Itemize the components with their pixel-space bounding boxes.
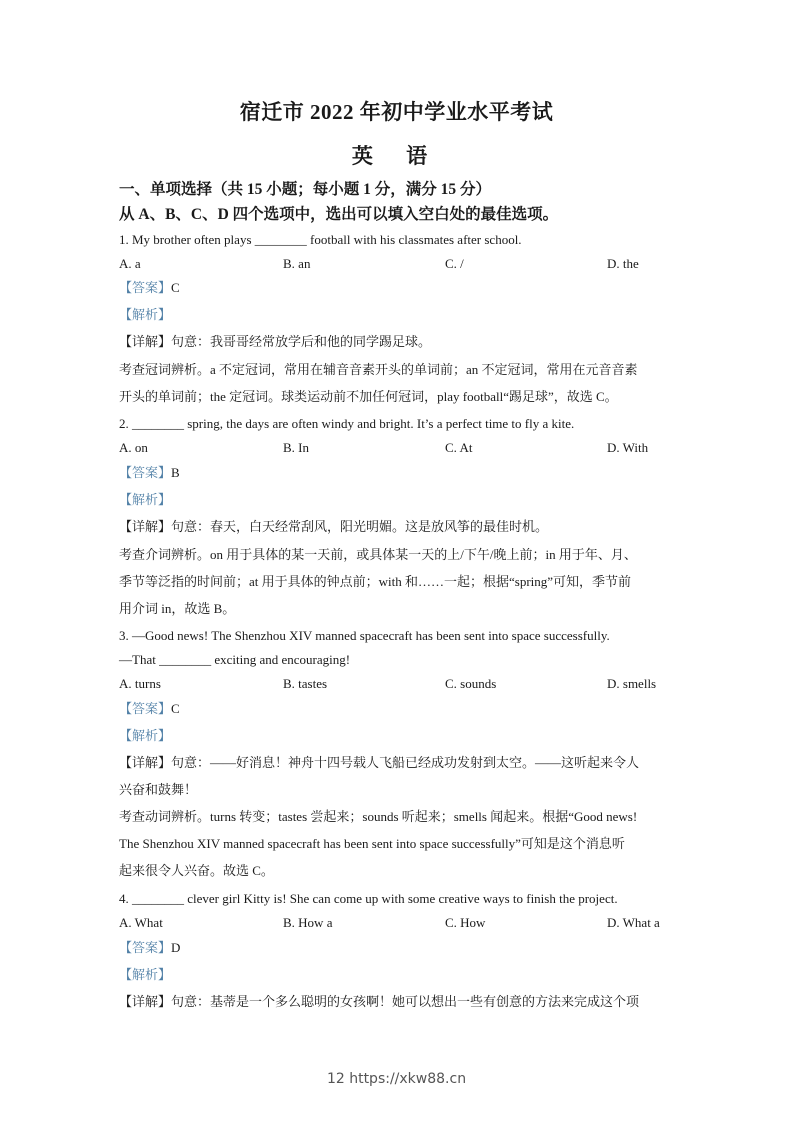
question-2-option-d: D. With	[607, 440, 649, 455]
question-1-analysis-label: 【解析】	[119, 307, 172, 322]
answer-label: 【答案】	[119, 465, 172, 480]
question-2-explanation-line: 季节等泛指的时间前；at 用于具体的钟点前；with 和……一起；根据“spring”可知，季节前	[119, 574, 632, 589]
detail-label: 【详解】	[119, 755, 172, 770]
question-1-explanation-line: 开头的单词前；the 定冠词。球类运动前不加任何冠词，play football“踢足球”，故选 C。	[119, 389, 618, 404]
question-2-detail	[119, 519, 548, 535]
exam-title: 宿迁市 2022 年初中学业水平考试	[239, 100, 554, 124]
subject-title: 英 语	[351, 144, 442, 168]
answer-label: 【答案】	[119, 280, 172, 295]
detail-text: 句意：基蒂是一个多么聪明的女孩啊！她可以想出一些有创意的方法来完成这个项	[171, 994, 640, 1009]
detail-label: 【详解】	[119, 334, 172, 349]
question-2-explanation-line: 考查介词辨析。on 用于具体的某一天前，或具体某一天的上/下午/晚上前；in 用于年、月、	[119, 547, 637, 562]
question-3-explanation-line: 考查动词辨析。turns 转变；tastes 尝起来；sounds 听起来；smells 闻起来。根据“Good news!	[119, 809, 638, 824]
question-3-answer	[119, 701, 180, 717]
question-4-detail	[119, 994, 639, 1010]
question-3-detail	[119, 755, 639, 771]
question-4-option-c: C. How	[445, 915, 486, 930]
question-2-stem: 2. ________ spring, the days are often windy and bright. It’s a perfect time to fly a kite.	[119, 416, 575, 431]
question-1-detail	[119, 334, 431, 350]
question-4-analysis-label: 【解析】	[119, 967, 172, 982]
question-3-explanation-line: The Shenzhou XIV manned spacecraft has been sent into space successfully”可知是这个消息听	[119, 836, 625, 851]
question-3-option-d: D. smells	[607, 676, 657, 691]
question-1-stem: 1. My brother often plays ________ football with his classmates after school.	[119, 232, 522, 247]
answer-value: C	[171, 701, 180, 716]
page-footer: 12 https://xkw88.cn	[326, 1071, 467, 1087]
question-4-stem: 4. ________ clever girl Kitty is! She can come up with some creative ways to finish the project.	[119, 891, 618, 906]
question-4-option-b: B. How a	[283, 915, 333, 930]
answer-label: 【答案】	[119, 940, 172, 955]
question-1-explanation-line: 考查冠词辨析。a 不定冠词，常用在辅音音素开头的单词前；an 不定冠词，常用在元音音素	[119, 362, 638, 377]
question-3-explanation-line: 起来很令人兴奋。故选 C。	[119, 863, 274, 878]
question-1-option-a: A. a	[119, 256, 141, 271]
question-3-option-a: A. turns	[119, 676, 161, 691]
question-3-analysis-label: 【解析】	[119, 728, 172, 743]
detail-text: 句意：我哥哥经常放学后和他的同学踢足球。	[171, 334, 432, 349]
question-1-option-c: C. /	[445, 256, 464, 271]
question-1-option-b: B. an	[283, 256, 311, 271]
question-1-option-d: D. the	[607, 256, 639, 271]
section-heading: 一、单项选择（共 15 小题；每小题 1 分，满分 15 分）	[119, 181, 492, 198]
question-3-explanation-line: 兴奋和鼓舞！	[119, 782, 198, 797]
detail-text: 句意：——好消息！神舟十四号载人飞船已经成功发射到太空。——这听起来令人	[171, 755, 640, 770]
question-3-option-c: C. sounds	[445, 676, 497, 691]
answer-value: B	[171, 465, 180, 480]
answer-value: C	[171, 280, 180, 295]
detail-label: 【详解】	[119, 994, 172, 1009]
question-2-option-a: A. on	[119, 440, 148, 455]
question-2-explanation-line: 用介词 in，故选 B。	[119, 601, 236, 616]
answer-label: 【答案】	[119, 701, 172, 716]
question-4-answer	[119, 940, 180, 956]
question-2-option-c: C. At	[445, 440, 473, 455]
question-3-stem-line-2: —That ________ exciting and encouraging!	[119, 652, 351, 667]
question-3-stem: 3. —Good news! The Shenzhou XIV manned spacecraft has been sent into space successfully.	[119, 628, 610, 643]
question-2-analysis-label: 【解析】	[119, 492, 172, 507]
answer-value: D	[171, 940, 181, 955]
question-2-answer	[119, 465, 180, 481]
detail-text: 句意：春天，白天经常刮风，阳光明媚。这是放风筝的最佳时机。	[171, 519, 549, 534]
question-3-option-b: B. tastes	[283, 676, 328, 691]
question-1-answer	[119, 280, 180, 296]
question-2-option-b: B. In	[283, 440, 309, 455]
question-4-option-a: A. What	[119, 915, 163, 930]
detail-label: 【详解】	[119, 519, 172, 534]
section-instruction: 从 A、B、C、D 四个选项中，选出可以填入空白处的最佳选项。	[119, 206, 559, 223]
question-4-option-d: D. What a	[607, 915, 660, 930]
